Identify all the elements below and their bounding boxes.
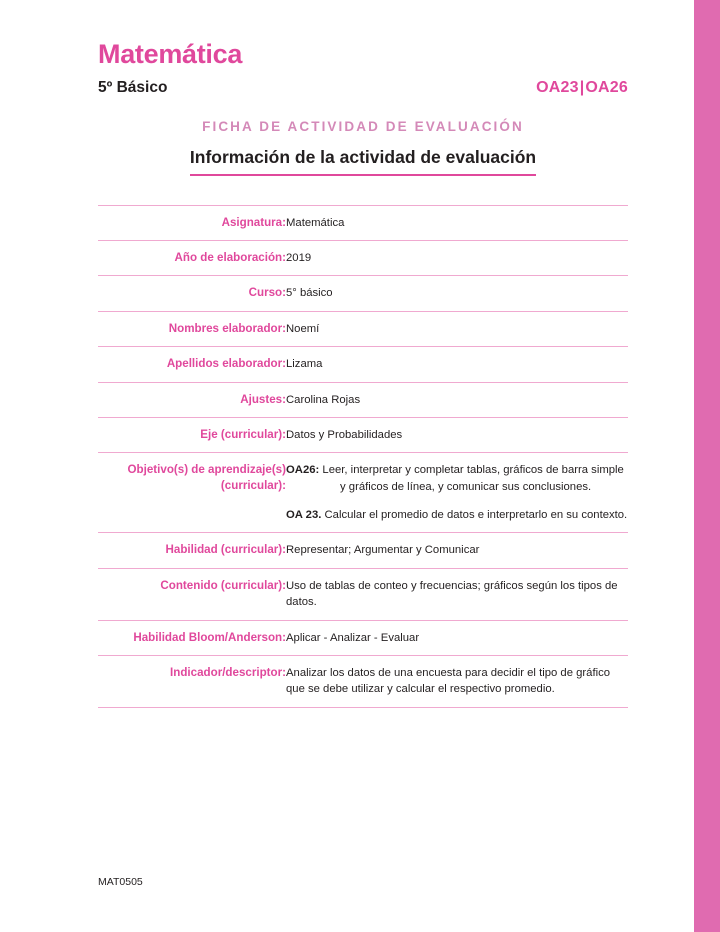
- row-label: Ajustes:: [240, 392, 286, 406]
- row-label: Objetivo(s) de aprendizaje(s) (curricular):: [127, 463, 286, 493]
- row-label: Año de elaboración:: [174, 251, 286, 265]
- objective-code: OA26:: [286, 464, 320, 477]
- row-value: Carolina Rojas: [286, 393, 361, 406]
- table-row: [98, 620, 628, 655]
- table-row: [98, 311, 628, 346]
- row-value: Matemática: [286, 216, 345, 229]
- row-value: Noemí: [286, 322, 320, 335]
- row-label: Apellidos elaborador:: [166, 357, 286, 371]
- decorative-right-bar: [694, 0, 720, 932]
- grade-label: 5º Básico: [98, 78, 168, 96]
- table-row: [98, 347, 628, 382]
- oa-codes: [536, 79, 628, 97]
- row-value: Datos y Probabilidades: [286, 428, 403, 441]
- objective-item: [286, 462, 628, 495]
- table-row: [98, 205, 628, 240]
- table-row: [98, 568, 628, 620]
- table-row: [98, 276, 628, 311]
- row-value: Aplicar - Analizar - Evaluar: [286, 631, 420, 644]
- table-row: [98, 382, 628, 417]
- row-label: Indicador/descriptor:: [170, 665, 286, 679]
- table-row-objectives: [98, 453, 628, 533]
- oa-code-secondary: OA26: [585, 78, 628, 96]
- row-label: Curso:: [248, 286, 286, 300]
- row-label: Habilidad Bloom/Anderson:: [133, 630, 286, 644]
- row-value: 5° básico: [286, 287, 333, 300]
- row-label: Eje (curricular):: [200, 427, 286, 441]
- objective-text: Calcular el promedio de datos e interpretarlo en su contexto.: [324, 509, 628, 522]
- oa-code-primary: OA23: [536, 78, 579, 96]
- row-value: 2019: [286, 252, 312, 265]
- activity-info-body: [98, 205, 628, 707]
- grade-and-oa-row: [98, 79, 628, 97]
- row-value: Analizar los datos de una encuesta para decidir el tipo de gráfico que se debe utilizar y calcular el respectivo promedio.: [286, 666, 611, 696]
- row-value: Representar; Argumentar y Comunicar: [286, 544, 480, 557]
- row-label: Contenido (curricular):: [160, 578, 286, 592]
- objective-item: [286, 507, 628, 523]
- activity-info-table: [98, 205, 628, 708]
- document-code: MAT0505: [98, 876, 143, 888]
- page-title: Información de la actividad de evaluación: [190, 147, 536, 176]
- table-row: [98, 241, 628, 276]
- table-row: [98, 533, 628, 568]
- subject-title: Matemática: [98, 39, 243, 69]
- objective-code: OA 23.: [286, 509, 322, 522]
- row-value-objectives: [286, 453, 628, 533]
- row-label: Asignatura:: [221, 215, 286, 229]
- sheet-type-label: FICHA DE ACTIVIDAD DE EVALUACIÓN: [202, 118, 524, 134]
- row-label: Habilidad (curricular):: [165, 543, 286, 557]
- row-label: Nombres elaborador:: [168, 321, 286, 335]
- main-heading-wrapper: [98, 147, 628, 176]
- row-value: Uso de tablas de conteo y frecuencias; gráficos según los tipos de datos.: [286, 579, 618, 609]
- oa-code-separator: |: [579, 78, 585, 96]
- table-row: [98, 655, 628, 707]
- table-row: [98, 417, 628, 452]
- objective-text: Leer, interpretar y completar tablas, gráficos de barra simple y gráficos de línea, y comunicar sus conclusiones.: [322, 464, 624, 493]
- row-value: Lizama: [286, 358, 323, 371]
